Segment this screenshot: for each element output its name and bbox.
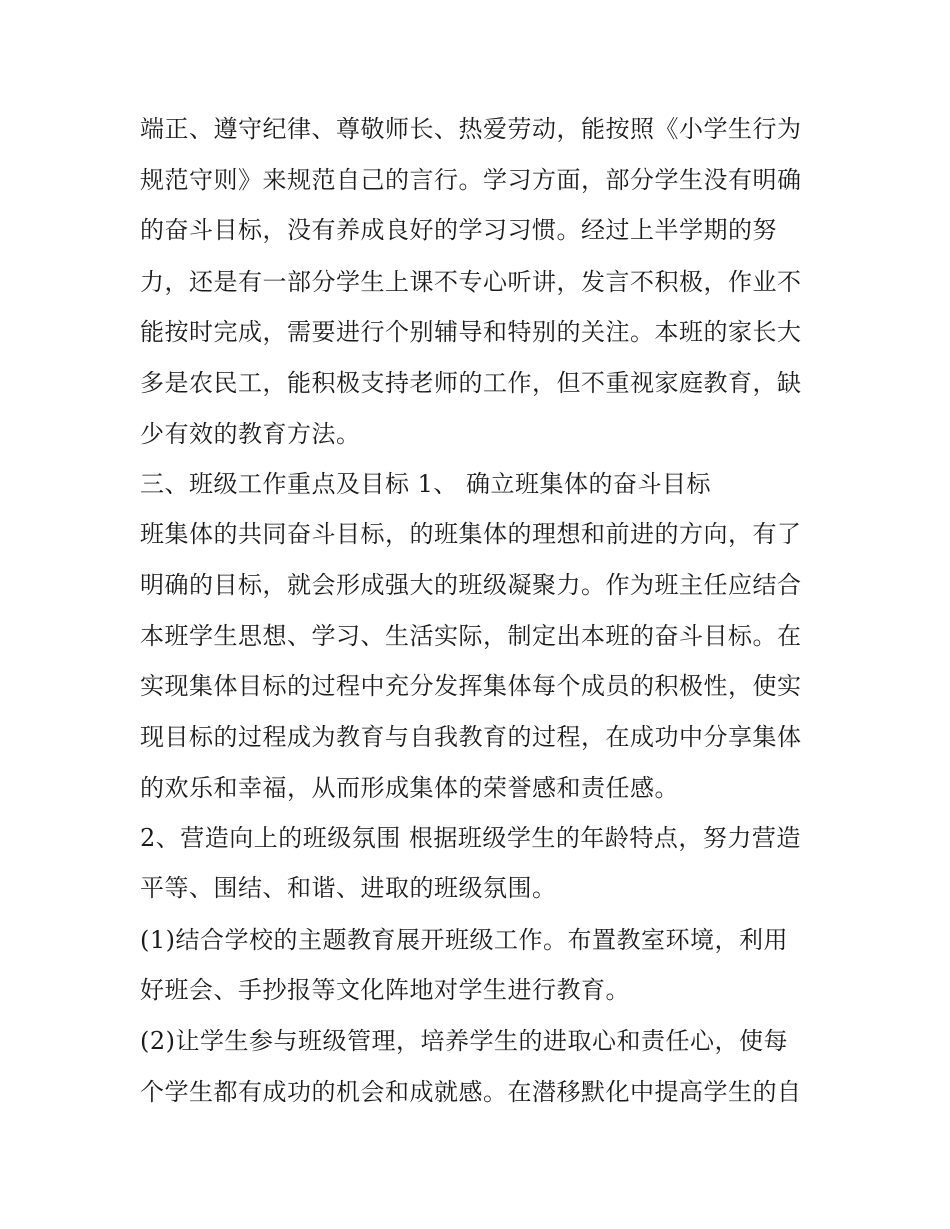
text-line: 本班学生思想、学习、生活实际，制定出本班的奋斗目标。在 (140, 622, 802, 650)
text-line: 现目标的过程成为教育与自我教育的过程，在成功中分享集体 (140, 723, 802, 751)
text-line: 2、营造向上的班级氛围 根据班级学生的年龄特点，努力营造 (140, 824, 801, 852)
text-line: 平等、围结、和谐、进取的班级氛围。 (140, 874, 557, 902)
text-line: 的欢乐和幸福，从而形成集体的荣誉感和责任感。 (140, 774, 679, 802)
text-line: 少有效的教育方法。 (140, 420, 361, 448)
text-line: 端正、遵守纪律、尊敬师长、热爱劳动，能按照《小学生行为 (140, 115, 802, 143)
text-line: 个学生都有成功的机会和成就感。在潜移默化中提高学生的自 (140, 1078, 802, 1106)
text-line: (1)结合学校的主题教育展开班级工作。布置教室环境，利用 (140, 926, 788, 954)
text-line: 规范守则》来规范自己的言行。学习方面，部分学生没有明确 (140, 166, 802, 194)
text-line: 好班会、手抄报等文化阵地对学生进行教育。 (140, 976, 630, 1004)
text-line: 的奋斗目标，没有养成良好的学习习惯。经过上半学期的努 (140, 216, 777, 244)
text-line: 力，还是有一部分学生上课不专心听讲，发言不积极，作业不 (140, 268, 802, 296)
text-line: 明确的目标，就会形成强大的班级凝聚力。作为班主任应结合 (140, 571, 802, 599)
text-line: 能按时完成，需要进行个别辅导和特别的关注。本班的家长大 (140, 318, 802, 346)
text-line: 多是农民工，能积极支持老师的工作，但不重视家庭教育，缺 (140, 369, 802, 397)
text-line: (2)让学生参与班级管理，培养学生的进取心和责任心，使每 (140, 1027, 788, 1055)
text-line: 班集体的共同奋斗目标，的班集体的理想和前进的方向，有了 (140, 520, 802, 548)
text-line: 实现集体目标的过程中充分发挥集体每个成员的积极性，使实 (140, 672, 802, 700)
section-heading: 三、班级工作重点及目标 1、 确立班集体的奋斗目标 (140, 470, 712, 498)
